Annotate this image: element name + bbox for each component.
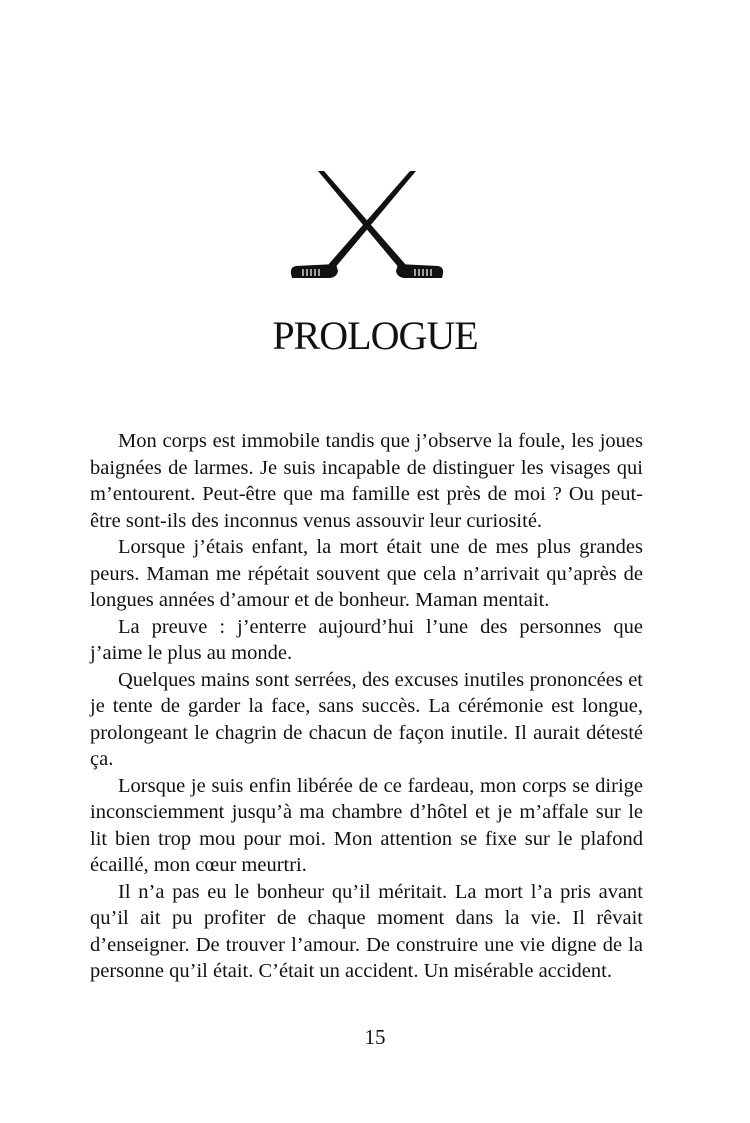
paragraph-4: Quelques mains sont serrées, des excuses inutiles prononcées et je tente de garder la face, sans succès. La cérémonie est longue, prolongeant le chagrin de chacun de façon inutile. Il aurait détesté ça. [90, 668, 643, 770]
paragraph-1: Mon corps est immobile tandis que j’observe la foule, les joues baignées de larmes. Je suis incapable de distinguer les visages qui m’entourent. Peut-être que ma famille est près de moi ? Ou peut-être sont-ils des inconnus venus assouvir leur curiosité. [90, 430, 643, 532]
paragraph-5: Lorsque je suis enfin libérée de ce fardeau, mon corps se dirige inconsciemment jusqu’à ma chambre d’hôtel et je m’affale sur le lit bien trop mou pour moi. Mon attention se fixe sur le plafond écaillé, mon cœur meurtri. [90, 774, 643, 876]
paragraph-6: Il n’a pas eu le bonheur qu’il méritait. La mort l’a pris avant qu’il ait pu profiter de chaque moment dans la vie. Il rêvait d’enseigner. De trouver l’amour. De construire une vie digne de la personne qu’il était. C’était un accident. Un misérable accident. [90, 880, 643, 982]
paragraph-3: La preuve : j’enterre aujourd’hui l’une des personnes que j’aime le plus au monde. [90, 615, 643, 664]
chapter-body [90, 428, 643, 985]
crossed-hockey-sticks-icon [288, 168, 446, 284]
paragraph-2: Lorsque j’étais enfant, la mort était une de mes plus grandes peurs. Maman me répétait souvent que cela n’arrivait qu’après de longues années d’amour et de bonheur. Maman mentait. [90, 536, 643, 611]
chapter-title: PROLOGUE [272, 313, 478, 358]
page-number: 15 [364, 1025, 386, 1049]
